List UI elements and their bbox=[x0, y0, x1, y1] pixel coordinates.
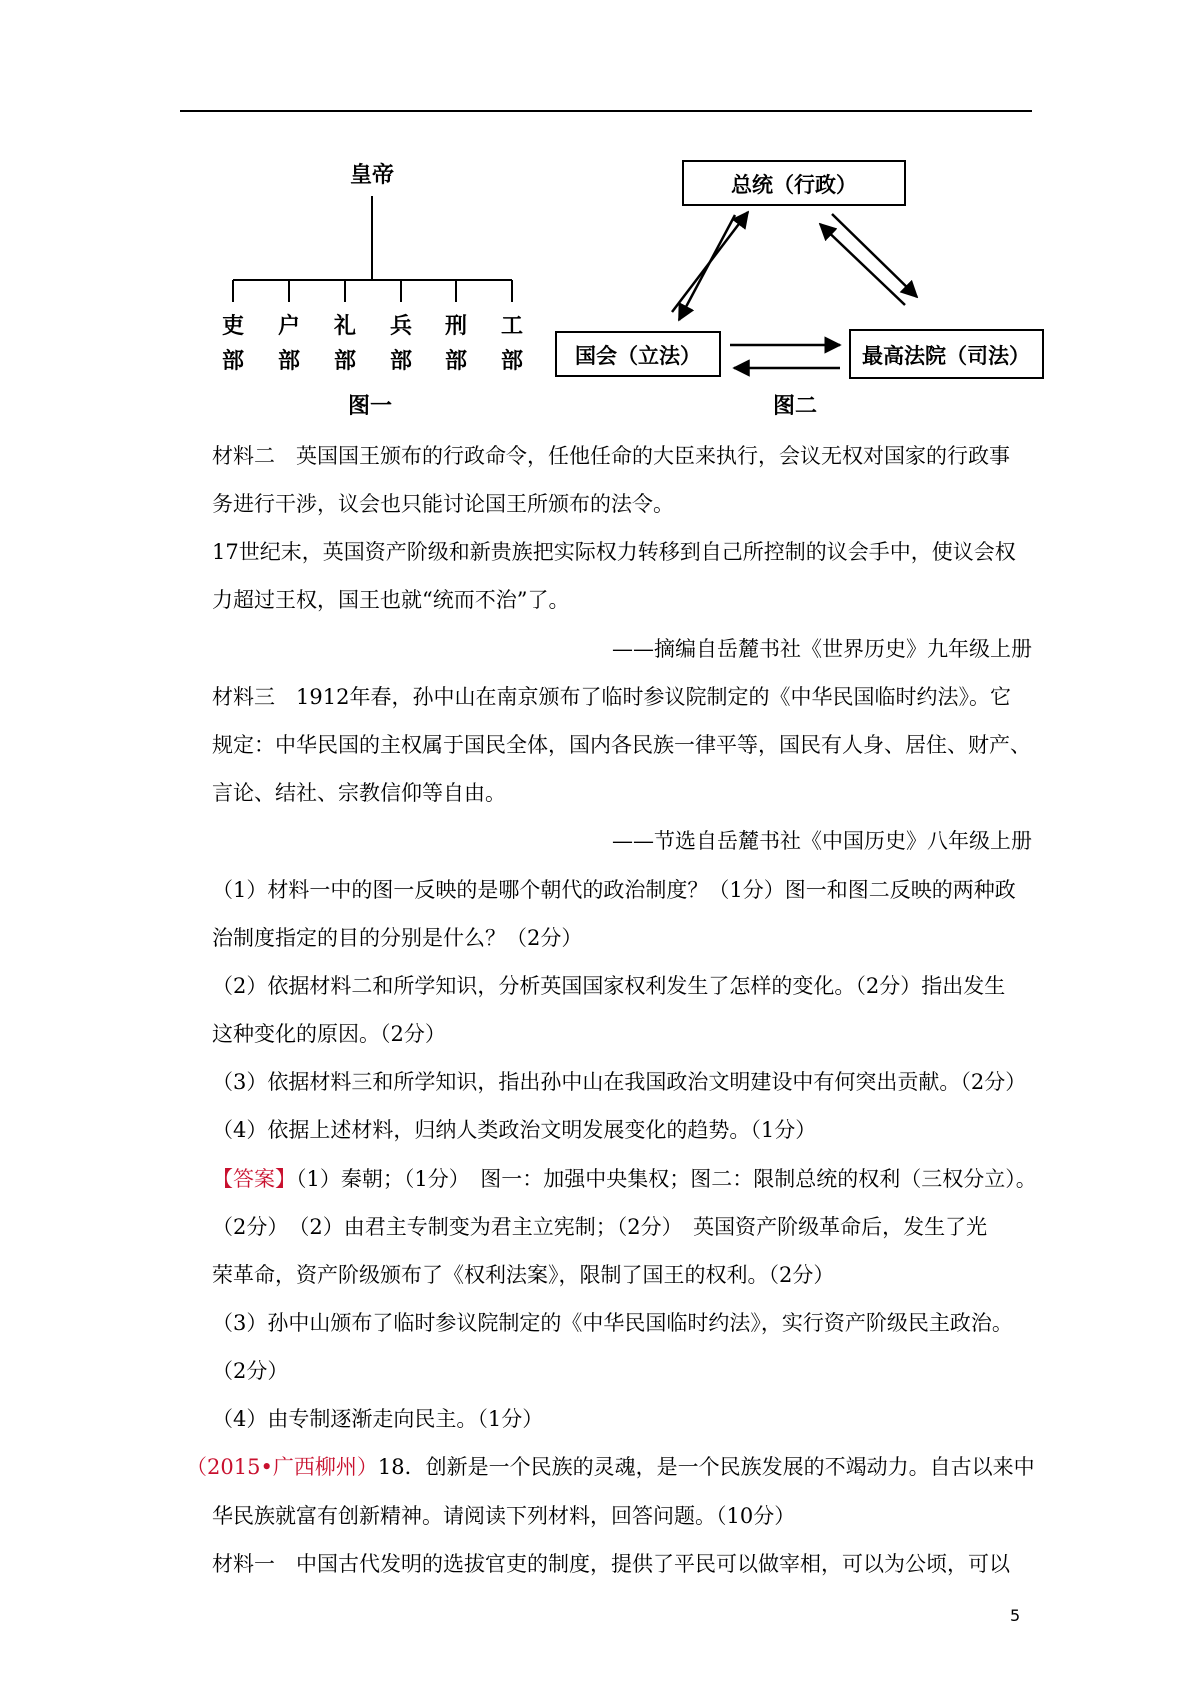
material3-source: ——节选自岳麓书社《中国历史》八年级上册 bbox=[612, 829, 1032, 853]
question-1-line2: 治制度指定的目的分别是什么？（2分） bbox=[212, 926, 583, 950]
page-number: 5 bbox=[1010, 1606, 1021, 1625]
emperor-node: 皇帝 bbox=[349, 163, 395, 188]
ministry-label-bottom: 部 bbox=[444, 349, 468, 374]
material3-line2: 规定：中华民国的主权属于国民全体，国内各民族一律平等，国民有人身、居住、财产、 bbox=[212, 733, 1031, 757]
ministry-label-top: 工 bbox=[500, 314, 524, 339]
arrow-president-to-congress bbox=[679, 215, 735, 320]
ministry-label-bottom: 部 bbox=[221, 349, 245, 374]
answer-line6: （4）由专制逐渐走向民主。（1分） bbox=[212, 1407, 544, 1431]
ministry-label-top: 刑 bbox=[444, 314, 468, 339]
q18-first-text: 18．创新是一个民族的灵魂，是一个民族发展的不竭动力。自古以来中 bbox=[377, 1455, 1035, 1479]
answer-line2: （2分） （2）由君主专制变为君主立宪制；（2分） 英国资产阶级革命后，发生了光 bbox=[212, 1215, 988, 1239]
question-2-line2: 这种变化的原因。（2分） bbox=[212, 1022, 446, 1046]
ministry-label-top: 户 bbox=[277, 314, 301, 339]
answer-line3: 荣革命，资产阶级颁布了《权利法案》，限制了国王的权利。（2分） bbox=[212, 1263, 835, 1287]
ministry-label-bottom: 部 bbox=[389, 349, 413, 374]
answer-first-text: （1）秦朝；（1分） 图一：加强中央集权；图二：限制总统的权利（三权分立）。 bbox=[296, 1167, 1037, 1191]
material3-line3: 言论、结社、宗教信仰等自由。 bbox=[212, 781, 506, 805]
answer-line5: （2分） bbox=[212, 1359, 289, 1383]
answer-line4: （3）孙中山颁布了临时参议院制定的《中华民国临时约法》，实行资产阶级民主政治。 bbox=[212, 1311, 1013, 1335]
material2-line4: 力超过王权，国王也就“统而不治”了。 bbox=[212, 588, 570, 612]
material2-line1: 材料二 英国国王颁布的行政命令，任他任命的大臣来执行，会议无权对国家的行政事 bbox=[212, 444, 1010, 468]
figures-diagram bbox=[0, 0, 1200, 430]
ministry-label-top: 礼 bbox=[333, 314, 357, 339]
question-3: （3）依据材料三和所学知识，指出孙中山在我国政治文明建设中有何突出贡献。（2分） bbox=[212, 1070, 1027, 1094]
question-2-line1: （2）依据材料二和所学知识，分析英国国家权利发生了怎样的变化。（2分）指出发生 bbox=[212, 974, 1006, 998]
court-box: 最高法院（司法） bbox=[862, 344, 1030, 368]
ministry-label-top: 兵 bbox=[389, 314, 413, 339]
answer-label: 【答案】 bbox=[212, 1167, 296, 1191]
material2-line2: 务进行干涉，议会也只能讨论国王所颁布的法令。 bbox=[212, 492, 674, 516]
figure1-caption: 图一 bbox=[347, 394, 393, 419]
material2-source: ——摘编自岳麓书社《世界历史》九年级上册 bbox=[612, 637, 1032, 661]
ministry-label-bottom: 部 bbox=[500, 349, 524, 374]
question-4: （4）依据上述材料，归纳人类政治文明发展变化的趋势。（1分） bbox=[212, 1118, 817, 1142]
q18-line3: 材料一 中国古代发明的选拔官吏的制度，提供了平民可以做宰相，可以为公顷，可以 bbox=[212, 1552, 1010, 1576]
ministry-label-bottom: 部 bbox=[277, 349, 301, 374]
q18-source: （2015•广西柳州） bbox=[186, 1455, 378, 1479]
q18-line2: 华民族就富有创新精神。请阅读下列材料，回答问题。（10分） bbox=[212, 1504, 796, 1528]
arrow-court-to-president bbox=[820, 224, 905, 305]
q18-line1 bbox=[186, 1452, 1035, 1482]
material2-line3: 17世纪末，英国资产阶级和新贵族把实际权力转移到自己所控制的议会手中，使议会权 bbox=[212, 540, 1016, 564]
congress-box: 国会（立法） bbox=[575, 344, 701, 368]
material3-line1: 材料三 1912年春，孙中山在南京颁布了临时参议院制定的《中华民国临时约法》。它 bbox=[212, 685, 1011, 709]
figure2-caption: 图二 bbox=[772, 394, 818, 419]
ministry-label-bottom: 部 bbox=[333, 349, 357, 374]
ministry-label-top: 吏 bbox=[221, 314, 245, 339]
arrow-president-to-court bbox=[832, 214, 917, 297]
president-box: 总统（行政） bbox=[731, 173, 857, 197]
answer-line1 bbox=[212, 1164, 1037, 1194]
question-1-line1: （1）材料一中的图一反映的是哪个朝代的政治制度？（1分）图一和图二反映的两种政 bbox=[212, 878, 1016, 902]
